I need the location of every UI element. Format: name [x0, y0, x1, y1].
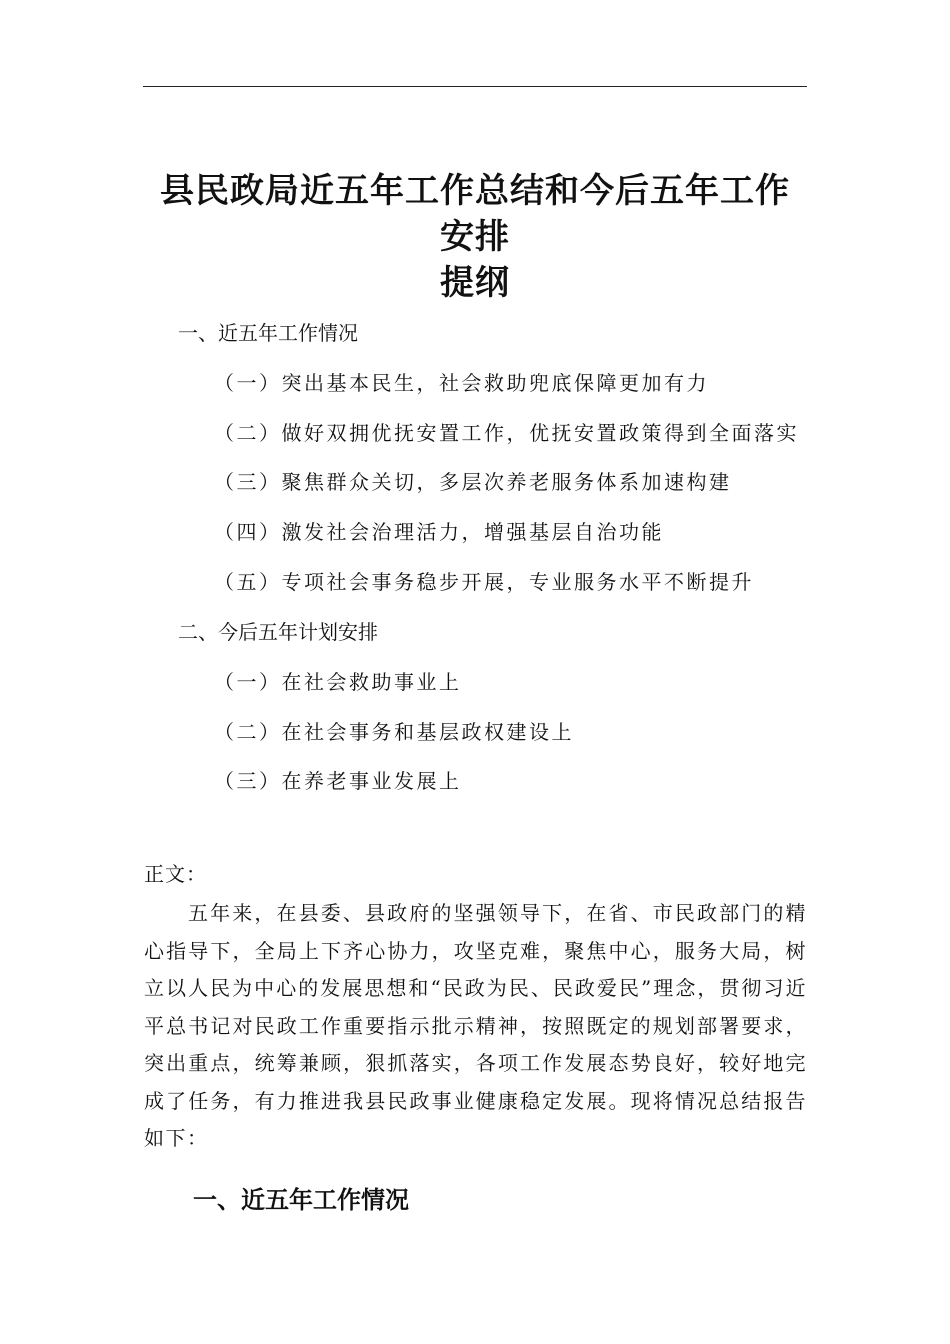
outline-item: （一）在社会救助事业上	[214, 670, 462, 694]
section-heading: 一、近五年工作情况	[193, 1186, 409, 1214]
outline-item: （三）在养老事业发展上	[214, 769, 462, 793]
outline-heading-1: 一、近五年工作情况	[178, 321, 358, 345]
document-title-line-3: 提纲	[440, 263, 510, 303]
body-paragraph: 五年来，在县委、县政府的坚强领导下，在省、市民政部门的精心指导下，全局上下齐心协力，攻坚克难，聚焦中心，服务大局，树立以人民为中心的发展思想和“民政为民、民政爱民”理念，贯彻习近平总书记对民政工作重要指示批示精神，按照既定的规划部署要求，突出重点，统筹兼顾，狠抓落实，各项工作发展态势良好，较好地完成了任务，有力推进我县民政事业健康稳定发展。现将情况总结报告如下：	[144, 901, 807, 1150]
outline-item: （二）做好双拥优抚安置工作，优抚安置政策得到全面落实	[214, 421, 799, 445]
outline-item: （五）专项社会事务稳步开展，专业服务水平不断提升	[214, 570, 754, 594]
body-label: 正文：	[144, 862, 207, 886]
document-title-line-1: 县民政局近五年工作总结和今后五年工作	[160, 171, 790, 211]
header-rule	[143, 86, 807, 87]
outline-item: （三）聚焦群众关切，多层次养老服务体系加速构建	[214, 470, 732, 494]
outline-heading-2: 二、今后五年计划安排	[178, 620, 378, 644]
outline-item: （二）在社会事务和基层政权建设上	[214, 720, 574, 744]
document-title-line-2: 安排	[440, 217, 510, 257]
outline-item: （一）突出基本民生，社会救助兜底保障更加有力	[214, 371, 709, 395]
outline-item: （四）激发社会治理活力，增强基层自治功能	[214, 520, 664, 544]
